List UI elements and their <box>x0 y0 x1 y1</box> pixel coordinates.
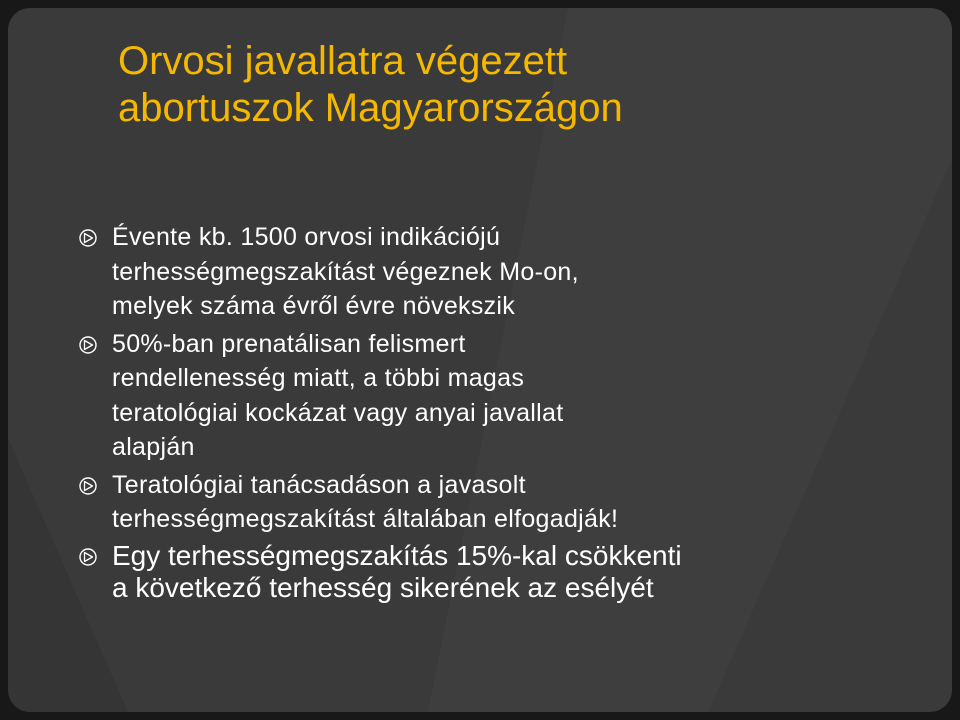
pointer-bullet-icon <box>78 476 98 496</box>
bullet-line: 50%-ban prenatálisan felismert <box>112 329 466 358</box>
title-line: Orvosi javallatra végezett <box>118 39 568 83</box>
pointer-bullet-icon <box>78 228 98 248</box>
bullet-item <box>78 220 938 324</box>
bullet-line: rendellenesség miatt, a többi magas <box>112 364 525 392</box>
bullet-line: Teratológiai tanácsadáson a javasolt <box>112 470 526 499</box>
bullet-list <box>78 220 938 607</box>
bullet-item <box>78 468 938 537</box>
bullet-line: alapján <box>112 433 195 461</box>
bullet-line: terhességmegszakítást általában elfogadják! <box>112 505 619 533</box>
slide-panel <box>8 8 952 712</box>
bullet-item <box>78 327 938 465</box>
bullet-line: Évente kb. 1500 orvosi indikációjú <box>112 223 501 251</box>
title-line: abortuszok Magyarországon <box>118 86 623 130</box>
bullet-line: teratológiai kockázat vagy anyai javallat <box>112 398 564 427</box>
pointer-bullet-icon <box>78 335 98 355</box>
bullet-line: terhességmegszakítást végeznek Mo-on, <box>112 257 579 286</box>
bullet-line: a következő terhesség sikerének az esélyét <box>112 571 654 603</box>
slide-title <box>118 38 938 132</box>
bullet-line: Egy terhességmegszakítás 15%-kal csökkenti <box>112 539 682 571</box>
bullet-line: melyek száma évről évre növekszik <box>112 292 516 320</box>
pointer-bullet-icon <box>78 547 98 567</box>
bullet-item <box>78 540 938 604</box>
